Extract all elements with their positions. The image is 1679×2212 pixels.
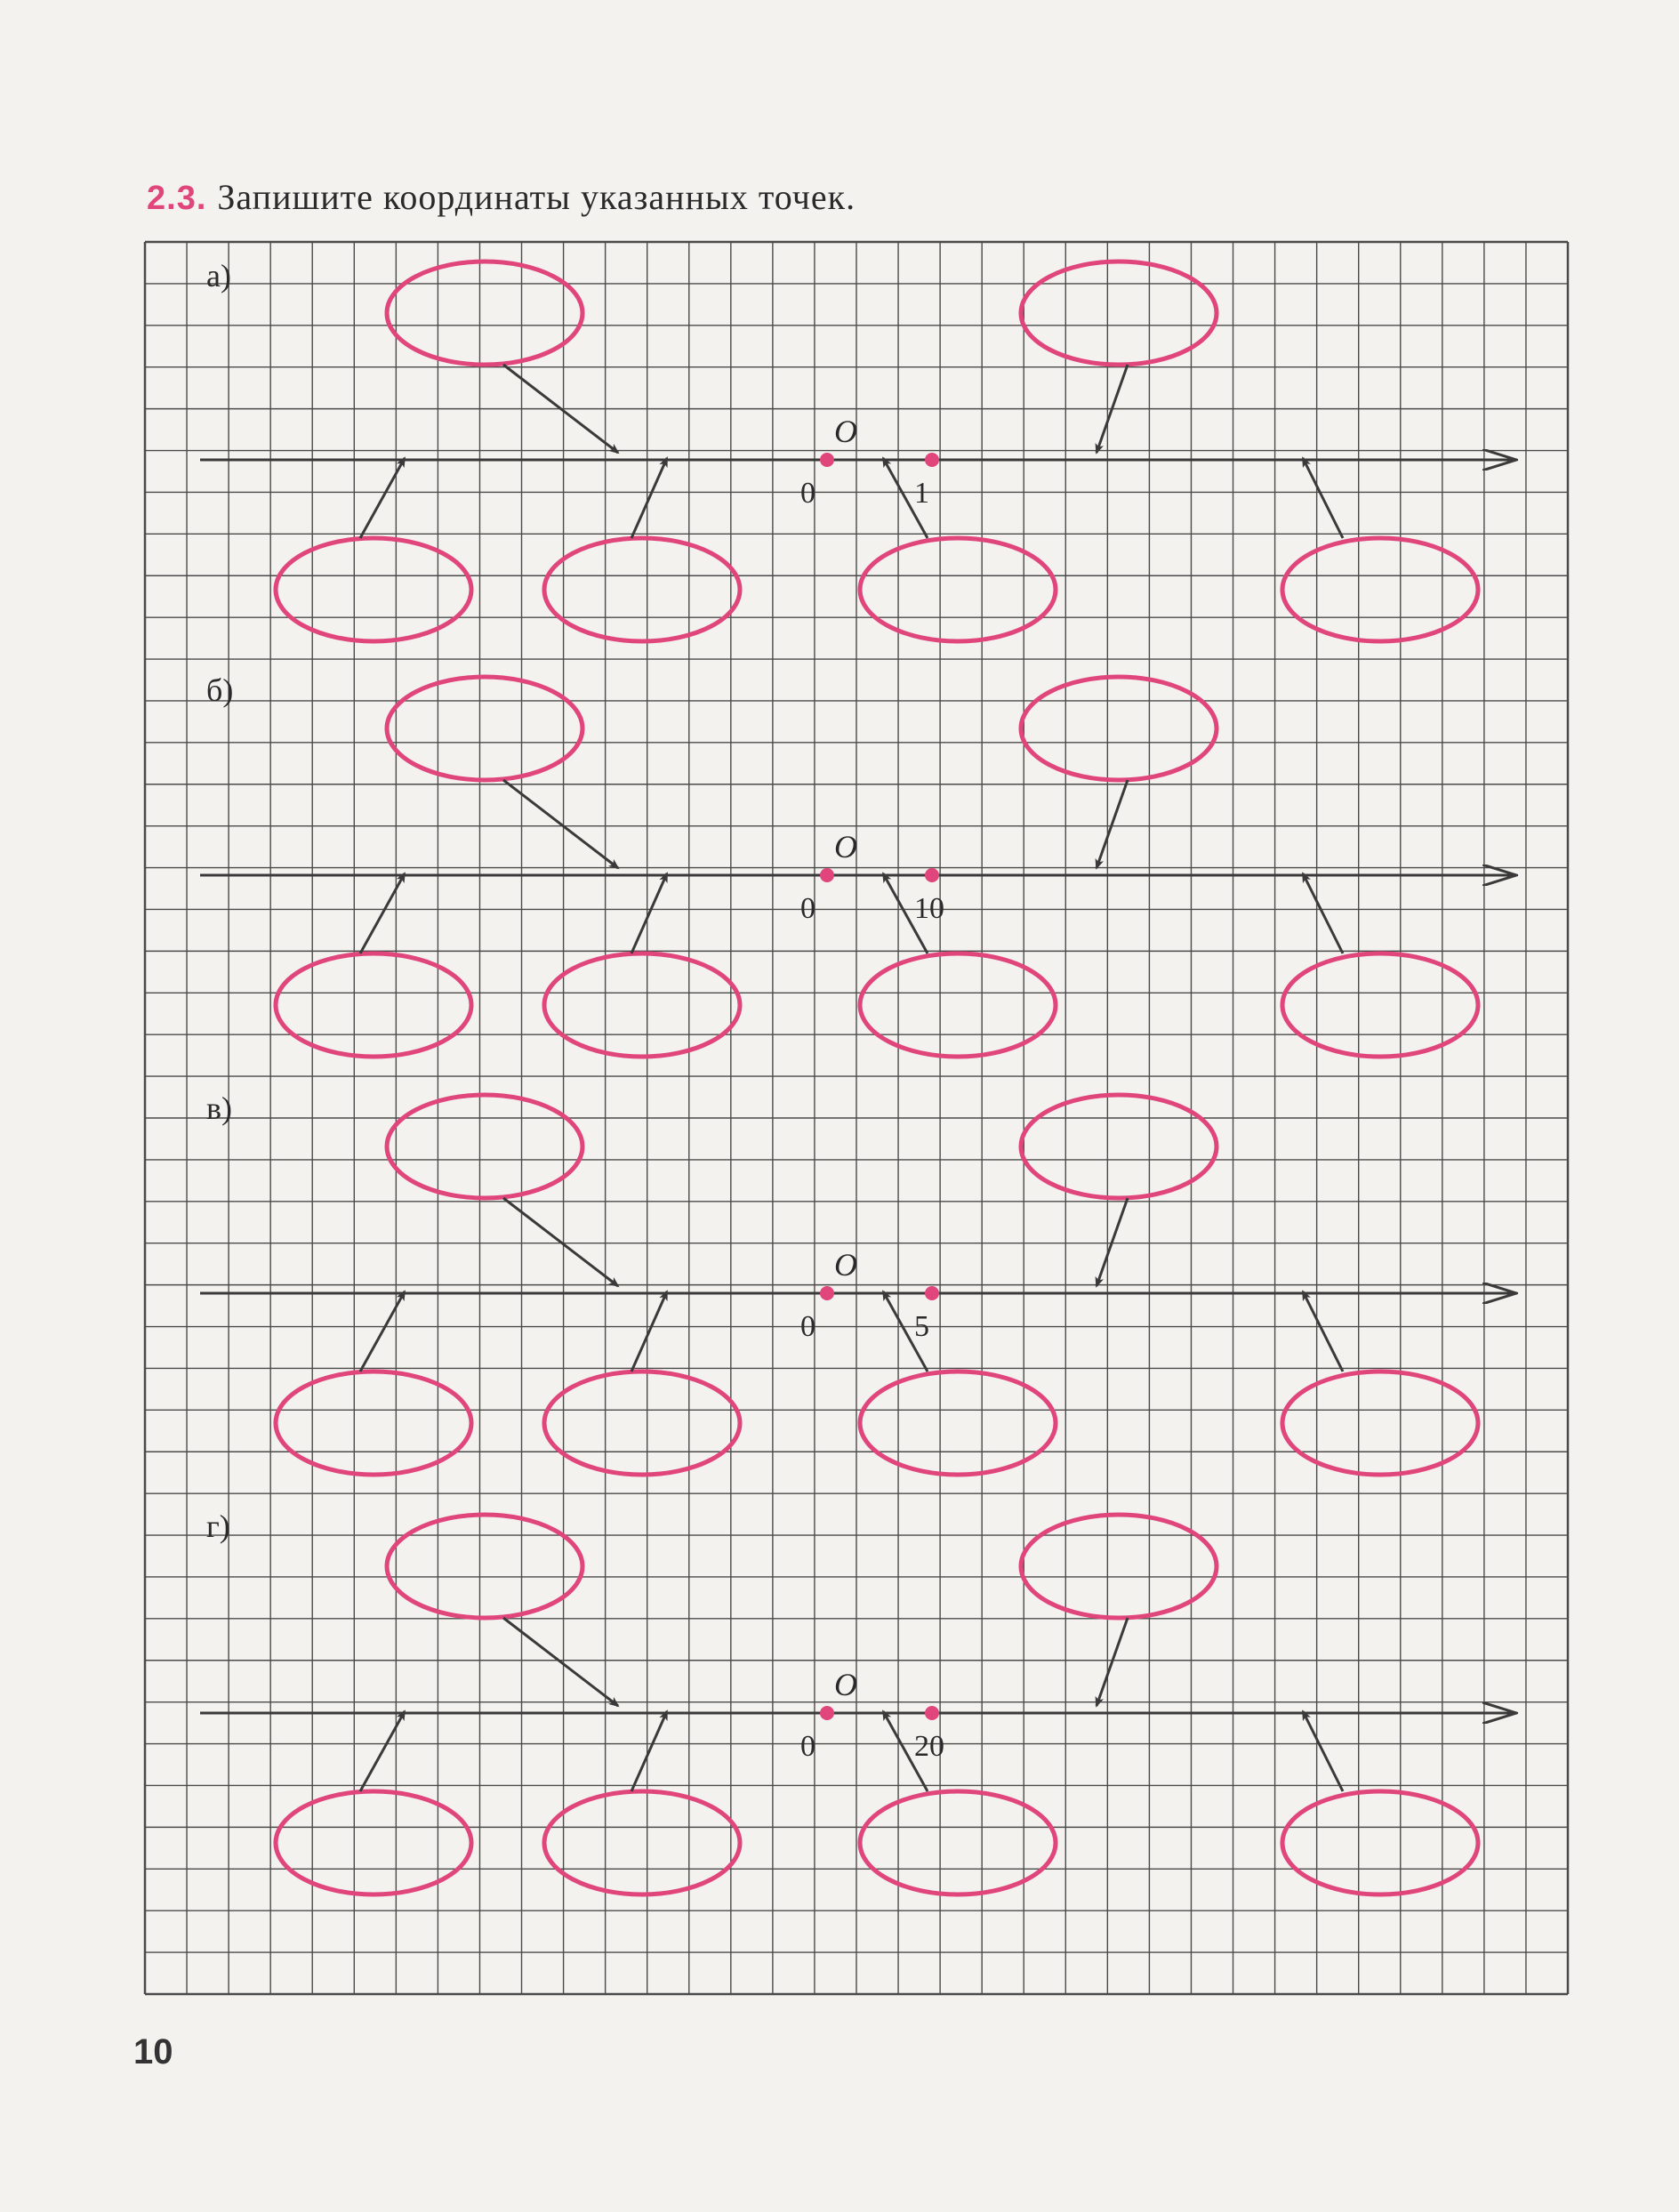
answer-ellipse[interactable] (276, 1371, 471, 1475)
zero-label: 0 (800, 477, 815, 510)
answer-ellipse[interactable] (387, 261, 582, 365)
answer-ellipse[interactable] (860, 953, 1056, 1057)
origin-label: O (834, 829, 857, 865)
origin-point (820, 1706, 834, 1720)
answer-ellipse[interactable] (387, 677, 582, 780)
answer-ellipse[interactable] (276, 538, 471, 641)
answer-ellipse[interactable] (1021, 261, 1217, 365)
zero-label: 0 (800, 1730, 815, 1763)
answer-ellipse[interactable] (1021, 1515, 1217, 1618)
unit-label: 1 (914, 477, 929, 510)
answer-ellipse[interactable] (276, 953, 471, 1057)
zero-label: 0 (800, 1310, 815, 1343)
pointer-arrow (1303, 1711, 1343, 1791)
origin-label: O (834, 1667, 857, 1702)
pointer-arrow (1097, 1618, 1128, 1706)
pointer-arrow (1303, 873, 1343, 953)
pointer-arrow (631, 1291, 667, 1371)
answer-ellipse[interactable] (387, 1515, 582, 1618)
zero-label: 0 (800, 892, 815, 925)
unit-point (925, 1706, 939, 1720)
pointer-arrow (360, 1291, 405, 1371)
pointer-arrow (360, 1711, 405, 1791)
exercise-part (200, 1090, 1516, 1475)
answer-ellipse[interactable] (1021, 677, 1217, 780)
origin-point (820, 1286, 834, 1300)
graph-paper-grid (145, 242, 1568, 1994)
answer-ellipse[interactable] (1282, 1791, 1478, 1894)
pointer-arrow (631, 873, 667, 953)
answer-ellipse[interactable] (276, 1791, 471, 1894)
origin-point (820, 453, 834, 467)
answer-ellipse[interactable] (387, 1095, 582, 1198)
part-label: в) (206, 1090, 232, 1126)
pointer-arrow (360, 458, 405, 538)
unit-point (925, 868, 939, 882)
pointer-arrow (503, 1198, 618, 1286)
answer-ellipse[interactable] (1282, 953, 1478, 1057)
pointer-arrow (1097, 780, 1128, 868)
origin-point (820, 868, 834, 882)
pointer-arrow (1303, 458, 1343, 538)
answer-ellipse[interactable] (1282, 538, 1478, 641)
part-label: б) (206, 672, 234, 708)
unit-point (925, 1286, 939, 1300)
answer-ellipse[interactable] (544, 1791, 740, 1894)
answer-ellipse[interactable] (544, 953, 740, 1057)
unit-label: 10 (914, 892, 944, 925)
pointer-arrow (360, 873, 405, 953)
answer-ellipse[interactable] (860, 538, 1056, 641)
origin-label: O (834, 1247, 857, 1283)
part-label: а) (206, 258, 231, 294)
pointer-arrow (1303, 1291, 1343, 1371)
pointer-arrow (631, 1711, 667, 1791)
unit-label: 20 (914, 1730, 944, 1763)
pointer-arrow (503, 780, 618, 868)
answer-ellipse[interactable] (1021, 1095, 1217, 1198)
unit-label: 5 (914, 1310, 929, 1343)
answer-ellipse[interactable] (544, 1371, 740, 1475)
part-label: г) (206, 1508, 230, 1544)
answer-ellipse[interactable] (544, 538, 740, 641)
answer-ellipse[interactable] (1282, 1371, 1478, 1475)
pointer-arrow (1097, 1198, 1128, 1286)
exercise-part (200, 672, 1516, 1057)
page-number: 10 (133, 2032, 173, 2071)
answer-ellipse[interactable] (860, 1371, 1056, 1475)
unit-point (925, 453, 939, 467)
pointer-arrow (503, 1618, 618, 1706)
task-number: 2.3. (147, 180, 207, 217)
task-instruction: Запишите координаты указанных точек. (217, 177, 856, 217)
origin-label: O (834, 414, 857, 449)
pointer-arrow (631, 458, 667, 538)
answer-ellipse[interactable] (860, 1791, 1056, 1894)
exercise-part (200, 258, 1516, 641)
